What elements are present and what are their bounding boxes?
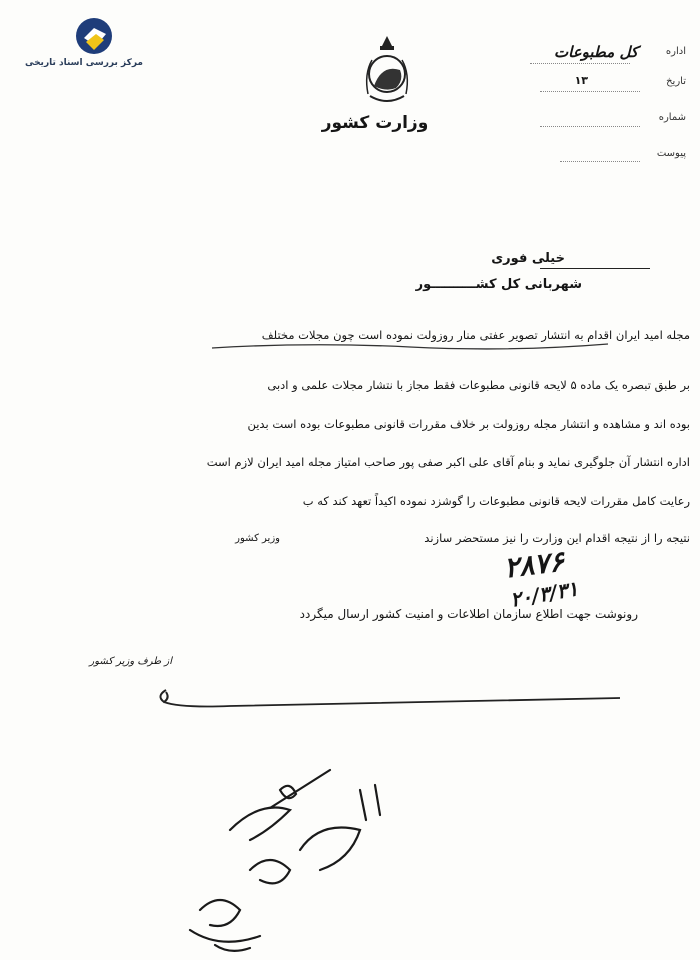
date-value: ۱۳: [574, 74, 588, 87]
office-value: کل مطبوعات: [554, 43, 638, 61]
attachment-label: پیوست: [656, 148, 686, 159]
date-label: تاریخ: [666, 76, 686, 87]
office-dots: [530, 62, 630, 64]
registration-date: ۲۰/۳/۳۱: [508, 576, 580, 612]
date-dots: [540, 90, 640, 92]
lion-sun-crest-icon: [352, 34, 422, 110]
body-line: رعایت کامل مقررات لایحه قانونی مطبوعات را گوشزد نموده اکیداً تعهد کند که ب: [302, 494, 690, 508]
handwritten-notes: [170, 760, 400, 960]
document-center-logo: [14, 10, 174, 80]
minister-label: وزیر کشور: [235, 533, 280, 544]
ministry-title: وزارت کشور: [321, 113, 429, 133]
attachment-dots: [560, 160, 640, 162]
cc-signature-label: از طرف وزیر کشور: [89, 656, 172, 667]
office-label: اداره: [665, 46, 686, 57]
urgent-underline: [540, 268, 650, 269]
body-line: اداره انتشار آن جلوگیری نماید و بنام آقای علی اکبر صفی پور صاحب امتیاز مجله امید ایران لازم است: [206, 455, 690, 469]
urgent-note: خیلی فوری: [491, 251, 565, 266]
registration-number: ۲۸۷۶: [502, 544, 566, 585]
number-label: شماره: [658, 112, 686, 123]
addressee: شهربانی کل کشــــــــــور: [415, 277, 582, 292]
cc-line: رونوشت جهت اطلاع سازمان اطلاعات و امنیت کشور ارسال میگردد: [299, 607, 638, 621]
body-line: نتیجه را از نتیجه اقدام این وزارت را نیز مستحضر سازند: [424, 531, 690, 545]
body-line: مجله امید ایران اقدام به انتشار تصویر عفتی منار روزولت نموده است چون مجلات مختلف: [261, 328, 690, 342]
body-line: بر طبق تبصره یک ماده ۵ لایحه قانونی مطبوعات فقط مجاز با نتشار مجلات علمی و ادبی: [267, 378, 690, 392]
number-dots: [540, 125, 640, 127]
logo-caption: مرکز بررسی اسناد تاریخی: [24, 58, 144, 68]
handwritten-underline: [210, 338, 610, 354]
body-line: بوده اند و مشاهده و انتشار مجله روزولت بر خلاف مقررات قانونی مطبوعات بوده است بدین: [247, 417, 690, 431]
signature-stroke: [150, 672, 650, 732]
